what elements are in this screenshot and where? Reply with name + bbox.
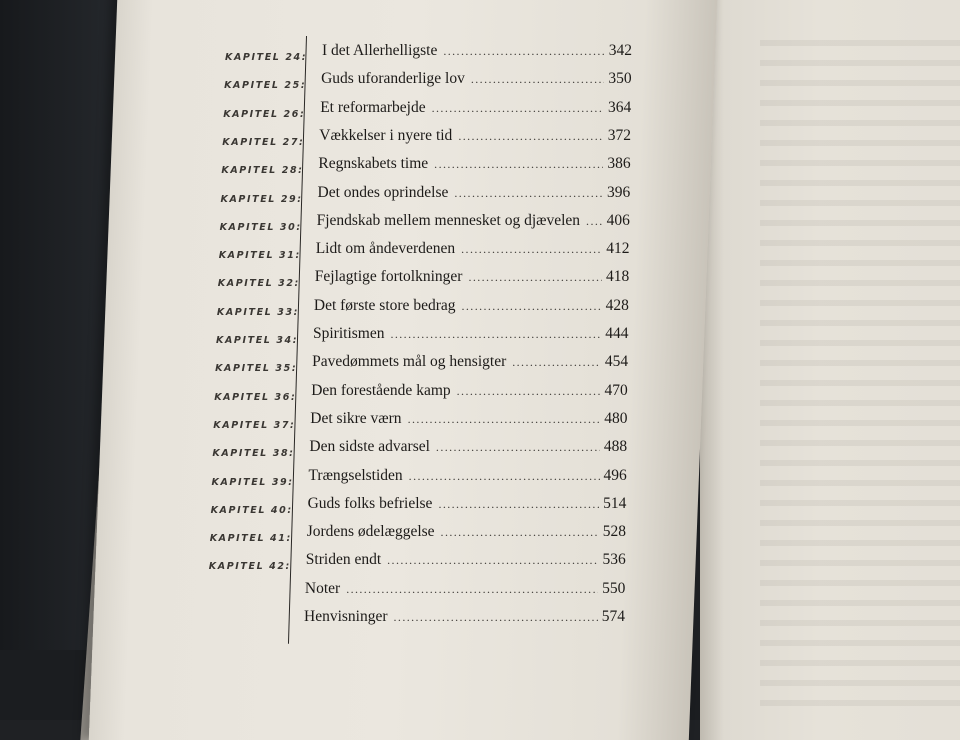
dot-leader — [394, 610, 598, 625]
page-number: 470 — [604, 381, 628, 399]
dot-leader — [441, 525, 599, 540]
chapter-title: Striden endt — [305, 551, 382, 569]
dot-leader — [434, 157, 603, 172]
dot-leader — [512, 355, 601, 370]
page-number: 406 — [606, 211, 630, 229]
page-number: 444 — [605, 325, 629, 342]
dot-leader — [387, 553, 598, 568]
chapter-label: KAPITEL 24: — [225, 52, 308, 63]
chapter-title: Det ondes oprindelse — [317, 183, 449, 201]
chapter-label: KAPITEL 26: — [223, 108, 306, 120]
chapter-label: KAPITEL 32: — [217, 278, 300, 290]
page-number: 496 — [603, 466, 627, 484]
dot-leader — [390, 327, 601, 342]
page-number: 550 — [602, 579, 626, 597]
chapter-title: Guds folks befrielse — [307, 494, 433, 512]
page-number: 412 — [606, 240, 630, 258]
page-number: 536 — [602, 551, 626, 569]
dot-leader — [468, 270, 601, 285]
page-number: 364 — [608, 98, 632, 116]
dot-leader — [457, 384, 601, 399]
chapter-title: Trængselstiden — [308, 466, 403, 484]
page-number: 428 — [605, 296, 629, 314]
chapter-label: KAPITEL 41: — [209, 533, 292, 545]
page-number: 396 — [607, 183, 631, 201]
chapter-label: KAPITEL 34: — [216, 335, 299, 346]
chapter-title: Lidt om åndeverdenen — [315, 240, 456, 258]
toc-entry — [309, 438, 627, 456]
toc-entry — [305, 580, 625, 598]
chapter-label: KAPITEL 40: — [210, 504, 293, 516]
chapter-label: KAPITEL 25: — [224, 80, 307, 92]
toc-entry — [312, 353, 628, 371]
chapter-label: KAPITEL 38: — [212, 448, 295, 460]
toc-entry — [307, 523, 626, 541]
dot-leader — [443, 44, 604, 59]
toc-entry — [321, 70, 632, 88]
chapter-title: I det Allerhelligste — [322, 42, 438, 59]
chapter-label: KAPITEL 31: — [218, 250, 301, 262]
chapter-title: Henvisninger — [304, 608, 388, 625]
chapter-title: Guds uforanderlige lov — [321, 70, 465, 88]
page-number: 350 — [608, 70, 632, 88]
chapter-label: KAPITEL 37: — [213, 419, 296, 431]
page-number: 488 — [603, 438, 628, 456]
page-number: 528 — [602, 523, 627, 541]
toc-entry — [315, 268, 629, 286]
toc-entry — [314, 297, 629, 315]
toc-entry — [309, 467, 627, 485]
toc-entry — [320, 99, 631, 117]
dot-leader — [408, 412, 601, 427]
page-number: 574 — [601, 608, 625, 625]
dot-leader — [432, 101, 604, 116]
dot-leader — [458, 129, 603, 144]
chapter-label: KAPITEL 35: — [215, 363, 298, 375]
toc-entry — [306, 551, 626, 569]
chapter-title: Noter — [304, 579, 341, 597]
toc-entry — [318, 155, 630, 173]
toc-entry — [322, 42, 632, 60]
toc-entry — [304, 608, 625, 626]
chapter-title: Det sikre værn — [310, 409, 402, 427]
chapter-title: Spiritismen — [313, 325, 385, 342]
chapter-label: KAPITEL 29: — [220, 193, 303, 205]
dot-leader — [438, 497, 599, 512]
chapter-title: Vækkelser i nyere tid — [319, 126, 453, 144]
dot-leader — [454, 186, 603, 201]
chapter-title: Den forestående kamp — [311, 381, 451, 399]
chapter-title: Fejlagtige fortolkninger — [314, 268, 463, 286]
dot-leader — [346, 582, 598, 597]
chapter-title: Regnskabets time — [318, 155, 429, 173]
chapter-title: Et reformarbejde — [320, 98, 426, 116]
chapter-label: KAPITEL 28: — [221, 165, 304, 177]
toc-entry — [311, 382, 628, 400]
chapter-title: Pavedømmets mål og hensigter — [312, 353, 507, 371]
chapter-title: Det første store bedrag — [313, 296, 456, 314]
chapter-label: KAPITEL 27: — [222, 136, 305, 148]
page-number: 372 — [607, 126, 631, 144]
dot-leader — [471, 72, 605, 87]
dot-leader — [586, 214, 603, 229]
toc-entry — [317, 212, 630, 230]
page-number: 342 — [608, 42, 632, 59]
toc-entry — [316, 240, 630, 258]
dot-leader — [409, 469, 600, 484]
toc-entry — [313, 325, 629, 343]
page-number: 480 — [604, 409, 628, 427]
dot-leader — [462, 299, 602, 314]
page-number: 418 — [605, 268, 630, 286]
page-number: 514 — [603, 494, 627, 512]
toc-entry — [319, 127, 631, 145]
chapter-label: KAPITEL 33: — [216, 306, 300, 318]
dot-leader — [461, 242, 602, 257]
chapter-title: Fjendskab mellem mennesket og djævelen — [316, 211, 581, 229]
dot-leader — [436, 440, 600, 455]
toc-entry — [318, 184, 631, 202]
chapter-title: Jordens ødelæggelse — [306, 523, 435, 541]
chapter-label: KAPITEL 39: — [211, 476, 294, 488]
page-number: 454 — [604, 353, 629, 371]
chapter-label: KAPITEL 42: — [208, 561, 291, 573]
chapter-title: Den sidste advarsel — [309, 438, 430, 456]
chapter-label: KAPITEL 30: — [219, 221, 302, 233]
chapter-label: KAPITEL 36: — [214, 391, 297, 403]
page-number: 386 — [607, 155, 631, 173]
toc-entry — [310, 410, 627, 428]
toc-entry — [308, 495, 627, 513]
